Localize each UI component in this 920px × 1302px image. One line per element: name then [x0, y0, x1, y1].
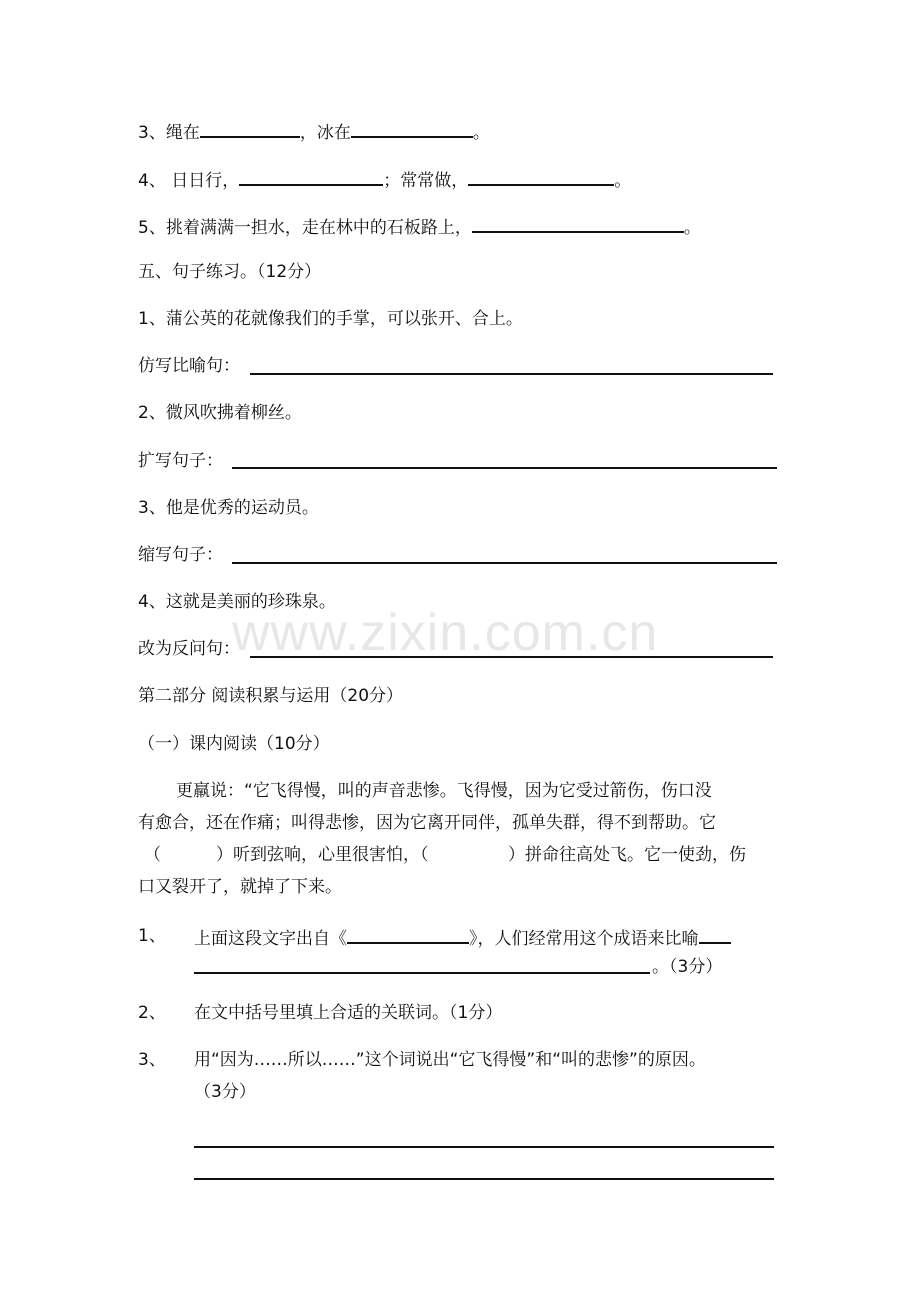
question-number: 3、: [138, 1050, 166, 1070]
answer-blank[interactable]: [699, 924, 731, 944]
task-label: 缩写句子：: [138, 545, 223, 565]
question-score: 。（3分）: [652, 957, 723, 977]
task-label: 仿写比喻句：: [138, 356, 240, 376]
answer-line[interactable]: [194, 1178, 774, 1180]
answer-line[interactable]: [194, 1146, 774, 1148]
fill-blank-5: [138, 213, 701, 240]
answer-blank[interactable]: [347, 924, 469, 944]
fill-blank-text: 3、绳在: [138, 123, 200, 143]
fill-blank-text: ；常常做，: [383, 171, 469, 191]
question-text: 》，人们经常用这个成语来比喻: [469, 929, 699, 949]
question-text: 2、微风吹拂着柳丝。: [138, 403, 302, 423]
answer-blank[interactable]: [200, 118, 300, 138]
question-text: 在文中括号里填上合适的关联词。（1分）: [194, 1003, 503, 1023]
passage-bracket: （: [144, 845, 161, 865]
part-title: 第二部分 阅读积累与运用（20分）: [138, 686, 404, 706]
passage-line: 口又裂开了，就掉了下来。: [138, 877, 342, 897]
question-text: 上面这段文字出自《: [194, 929, 347, 949]
fill-blank-3: [138, 118, 490, 145]
passage-line: 更羸说：“它飞得慢，叫的声音悲惨。飞得慢，因为它受过箭伤，伤口没: [176, 781, 712, 801]
answer-blank[interactable]: [351, 118, 473, 138]
answer-line[interactable]: [250, 656, 773, 658]
question-number: 2、: [138, 1003, 166, 1023]
fill-blank-text: 5、挑着满满一担水，走在林中的石板路上，: [138, 218, 472, 238]
question-number: 1、: [138, 926, 166, 946]
question-text: 4、这就是美丽的珍珠泉。: [138, 592, 336, 612]
fill-blank-text: 。: [614, 171, 632, 191]
answer-line[interactable]: [232, 562, 777, 564]
passage-line: ）听到弦响，心里很害怕，（: [216, 845, 429, 865]
subsection-title: （一）课内阅读（10分）: [138, 734, 330, 754]
passage-line: 有愈合，还在作痛；叫得悲惨，因为它离开同伴，孤单失群，得不到帮助。它: [138, 813, 716, 833]
fill-blank-text: 4、 日日行，: [138, 171, 240, 191]
question-text: 1、蒲公英的花就像我们的手掌，可以张开、合上。: [138, 309, 523, 329]
fill-blank-text: 。: [472, 123, 490, 143]
answer-line[interactable]: [250, 373, 773, 375]
fill-blank-text: ，冰在: [299, 123, 351, 143]
question-text: 3、他是优秀的运动员。: [138, 498, 319, 518]
answer-line[interactable]: [194, 972, 650, 974]
task-label: 改为反问句：: [138, 639, 240, 659]
watermark: www.zixin.com.cn: [232, 604, 659, 662]
question-text: 用“因为……所以……”这个词说出“它飞得慢”和“叫的悲惨”的原因。: [194, 1050, 706, 1070]
answer-line[interactable]: [232, 467, 777, 469]
task-label: 扩写句子：: [138, 451, 223, 471]
answer-blank[interactable]: [472, 213, 684, 233]
passage-line: ）拼命往高处飞。它一使劲，伤: [508, 845, 746, 865]
fill-blank-4: [138, 166, 631, 193]
answer-blank[interactable]: [468, 166, 614, 186]
question-score: （3分）: [194, 1082, 256, 1102]
section-title: 五、句子练习。（12分）: [138, 262, 322, 282]
fill-blank-text: 。: [683, 218, 701, 238]
answer-blank[interactable]: [239, 166, 383, 186]
reading-question-1: [194, 924, 731, 951]
